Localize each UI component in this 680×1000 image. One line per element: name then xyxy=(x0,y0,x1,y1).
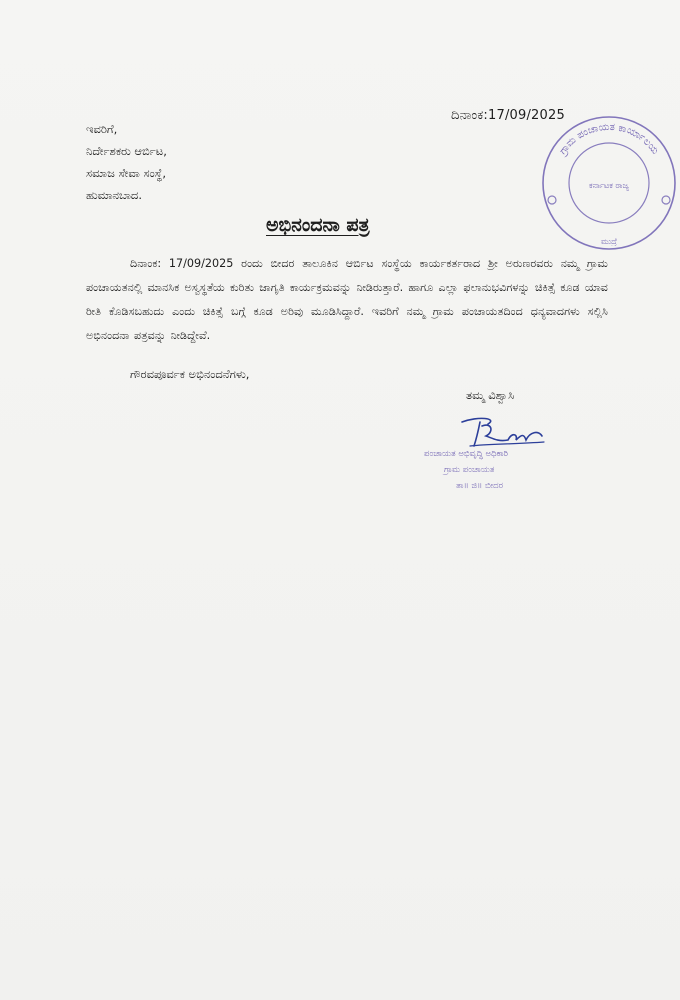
officer-stamp xyxy=(420,444,570,500)
round-seal-stamp xyxy=(534,108,680,258)
seal-ring-text: ಗ್ರಾಮ ಪಂಚಾಯತ ಕಾರ್ಯಾಲಯ xyxy=(557,121,661,157)
letter-date: ದಿನಾಂಕ:17/09/2025 xyxy=(451,108,565,123)
recipient-line: ಸಮಾಜ ಸೇವಾ ಸಂಸ್ಥೆ, xyxy=(86,166,167,180)
letter-body: ದಿನಾಂಕ: 17/09/2025 ರಂದು ಬೀದರ ತಾಲೂಕಿನ ಆರ್ಬಿಟ ಸಂಸ್ಥೆಯ ಕಾರ್ಯಕರ್ತರಾದ ಶ್ರೀ ಅರುಣರವರು ನಮ್ಮ ಗ್ರಾಮ ಪಂಚಾಯತನಲ್ಲಿ ಮಾನಸಿಕ ಅಸ್ವಸ್ಥತೆಯ ಕುರಿತು ಜಾಗೃತಿ ಕಾರ್ಯಕ್ರಮವನ್ನು ನೀಡಿರುತ್ತಾರೆ. ಹಾಗೂ ಎಲ್ಲಾ ಫಲಾನುಭವಿಗಳನ್ನು ಚಿಕಿತ್ಸೆ ಕೂಡ ಯಾವ ರೀತಿ ಕೊಡಿಸಬಹುದು ಎಂದು ಚಿಕಿತ್ಸೆ ಬಗ್ಗೆ ಕೂಡ ಅರಿವು ಮೂಡಿಸಿದ್ದಾರೆ. ಇವರಿಗೆ ನಮ್ಮ ಗ್ರಾಮ ಪಂಚಾಯತದಿಂದ ಧನ್ಯವಾದಗಳು ಸಲ್ಲಿಸಿ ಅಭಿನಂದನಾ ಪತ್ರವನ್ನು ನೀಡಿದ್ದೇವೆ. xyxy=(86,257,608,342)
seal-inner-text: ಕರ್ನಾಟಕ ರಾಜ್ಯ xyxy=(589,181,629,190)
closing-greeting: ಗೌರವಪೂರ್ವಕ ಅಭಿನಂದನೆಗಳು, xyxy=(130,367,250,381)
stamp-line: ತಾ॥ ಜಿ॥ ಬೀದರ xyxy=(456,481,504,491)
stamp-line: ಗ್ರಾಮ ಪಂಚಾಯತ xyxy=(444,465,495,475)
recipient-address xyxy=(86,118,167,206)
recipient-line: ಹುಮಾನಬಾದ. xyxy=(86,188,143,202)
recipient-line: ನಿರ್ದೇಶಕರು ಆರ್ಬಿಟ, xyxy=(86,144,167,158)
letter-title: ಅಭಿನಂದನಾ ಪತ್ರ xyxy=(266,214,370,236)
seal-bottom-text: ಮುದ್ರೆ xyxy=(601,237,617,246)
recipient-line: ಇವರಿಗೆ, xyxy=(86,122,118,136)
stamp-line: ಪಂಚಾಯತ ಅಭಿವೃದ್ಧಿ ಅಧಿಕಾರಿ xyxy=(424,449,508,459)
sign-off: ತಮ್ಮ ವಿಶ್ವಾಸಿ xyxy=(466,388,515,402)
